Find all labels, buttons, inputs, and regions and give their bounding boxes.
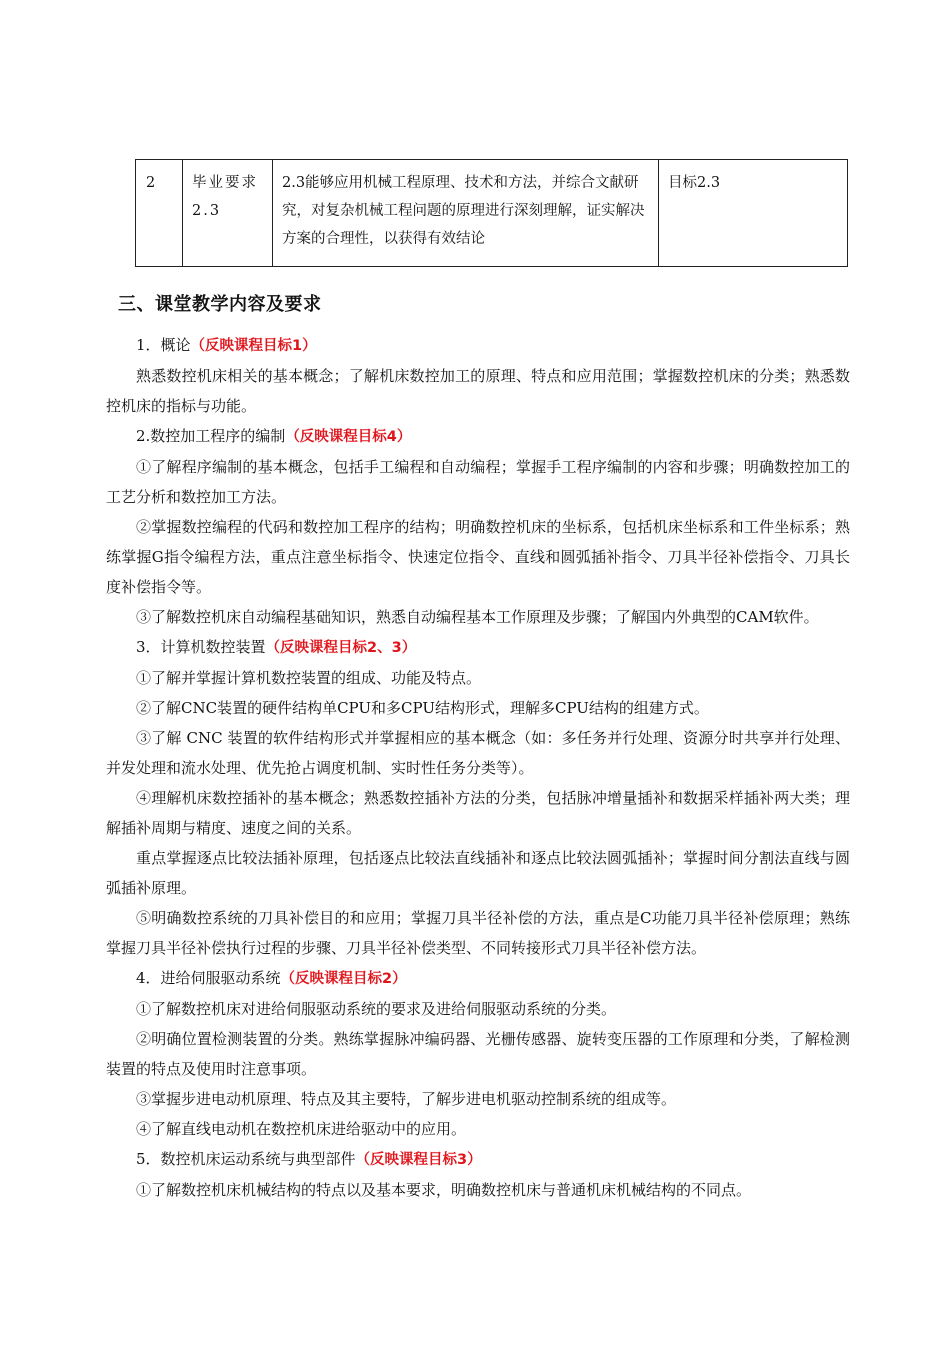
paragraph: ③掌握步进电动机原理、特点及其主要特，了解步进电机驱动控制系统的组成等。: [136, 1090, 677, 1108]
subsection-heading-5: [106, 1144, 850, 1175]
goal-cell: 目标2.3: [659, 160, 848, 267]
paragraph: ①了解数控机床机械结构的特点以及基本要求，明确数控机床与普通机床机械结构的不同点。: [136, 1181, 752, 1199]
course-goal-tag: （反映课程目标3）: [355, 1152, 482, 1168]
table-row: [136, 160, 848, 267]
paragraph: ①了解数控机床对进给伺服驱动系统的要求及进给伺服驱动系统的分类。: [136, 1000, 617, 1018]
paragraph: 重点掌握逐点比较法插补原理，包括逐点比较法直线插补和逐点比较法圆弧插补；掌握时间分割法直线与圆弧插补原理。: [106, 849, 850, 897]
teaching-content: [106, 330, 850, 1205]
paragraph: ①了解程序编制的基本概念，包括手工编程和自动编程；掌握手工程序编制的内容和步骤；明确数控加工的工艺分析和数控加工方法。: [106, 458, 850, 506]
paragraph: ③了解数控机床自动编程基础知识，熟悉自动编程基本工作原理及步骤；了解国内外典型的CAM软件。: [136, 608, 819, 626]
subsection-heading-3: [106, 632, 850, 663]
paragraph: ③了解 CNC 装置的软件结构形式并掌握相应的基本概念（如：多任务并行处理、资源分时共享并行处理、并发处理和流水处理、优先抢占调度机制、实时性任务分类等）。: [106, 729, 850, 777]
heading-text: 1．概论: [136, 336, 191, 354]
paragraph: 熟悉数控机床相关的基本概念；了解机床数控加工的原理、特点和应用范围；掌握数控机床的分类；熟悉数控机床的指标与功能。: [106, 367, 850, 415]
paragraph: ②了解CNC装置的硬件结构单CPU和多CPU结构形式，理解多CPU结构的组建方式。: [136, 699, 709, 717]
paragraph: ⑤明确数控系统的刀具补偿目的和应用；掌握刀具半径补偿的方法，重点是C功能刀具半径补偿原理；熟练掌握刀具半径补偿执行过程的步骤、刀具半径补偿类型、不同转接形式刀具半径补偿方法。: [106, 909, 850, 957]
requirement-cell: 毕业要求2.3: [183, 160, 273, 267]
heading-text: 3．计算机数控装置: [136, 638, 266, 656]
heading-text: 5．数控机床运动系统与典型部件: [136, 1150, 356, 1168]
paragraph: ②掌握数控编程的代码和数控加工程序的结构；明确数控机床的坐标系，包括机床坐标系和工件坐标系；熟练掌握G指令编程方法，重点注意坐标指令、快速定位指令、直线和圆弧插补指令、刀具半径补偿指令、刀具长度补偿指令等。: [106, 518, 850, 596]
row-number: 2: [136, 160, 183, 267]
paragraph: ④理解机床数控插补的基本概念；熟悉数控插补方法的分类，包括脉冲增量插补和数据采样插补两大类；理解插补周期与精度、速度之间的关系。: [106, 789, 850, 837]
course-goal-tag: （反映课程目标2、3）: [265, 640, 417, 656]
subsection-heading-4: [106, 963, 850, 994]
paragraph: ④了解直线电动机在数控机床进给驱动中的应用。: [136, 1120, 467, 1138]
course-goal-tag: （反映课程目标4）: [285, 429, 412, 445]
heading-text: 4．进给伺服驱动系统: [136, 969, 281, 987]
subsection-heading-1: [106, 330, 850, 361]
paragraph: ②明确位置检测装置的分类。熟练掌握脉冲编码器、光栅传感器、旋转变压器的工作原理和分类，了解检测装置的特点及使用时注意事项。: [106, 1030, 850, 1078]
heading-text: 2.数控加工程序的编制: [136, 427, 286, 445]
description-cell: 2.3能够应用机械工程原理、技术和方法，并综合文献研究，对复杂机械工程问题的原理进行深刻理解，证实解决方案的合理性，以获得有效结论: [273, 160, 659, 267]
course-goal-tag: （反映课程目标1）: [190, 338, 317, 354]
graduation-requirement-table: [135, 159, 848, 267]
paragraph: ①了解并掌握计算机数控装置的组成、功能及特点。: [136, 669, 482, 687]
section-title: 三、课堂教学内容及要求: [118, 294, 322, 315]
course-goal-tag: （反映课程目标2）: [280, 971, 407, 987]
subsection-heading-2: [106, 421, 850, 452]
